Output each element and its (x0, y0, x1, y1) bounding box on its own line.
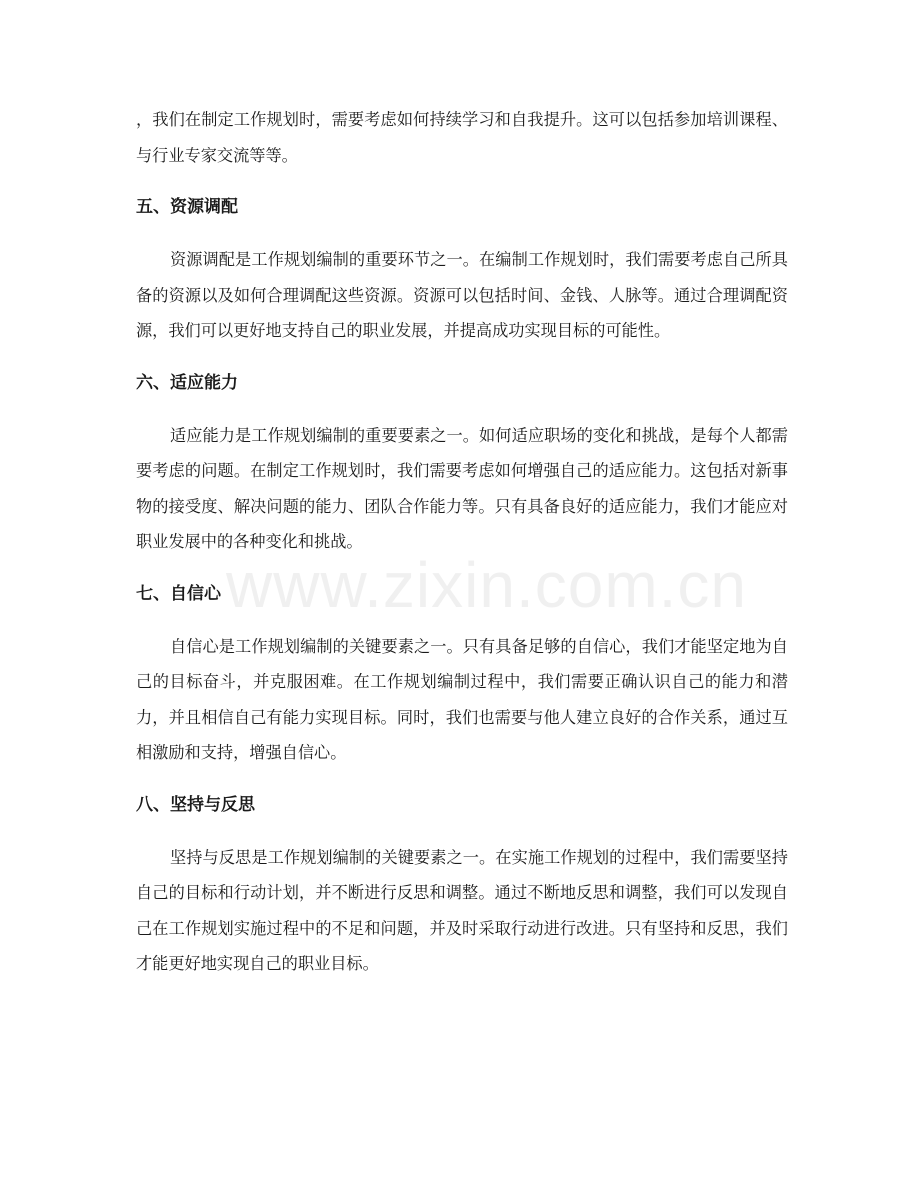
paragraph-continuation: ，我们在制定工作规划时，需要考虑如何持续学习和自我提升。这可以包括参加培训课程、与行业专家交流等等。 (136, 110, 788, 165)
paragraph-adaptability: 适应能力是工作规划编制的重要要素之一。如何适应职场的变化和挑战，是每个人都需要考虑的问题。在制定工作规划时，我们需要考虑如何增强自己的适应能力。这包括对新事物的接受度、解决问题的能力、团队合作能力等。只有具备良好的适应能力，我们才能应对职业发展中的各种变化和挑战。 (136, 425, 788, 551)
watermark: www.zixin.com.cn (226, 549, 747, 621)
section-heading-confidence: 七、自信心 (136, 583, 221, 604)
paragraph-confidence: 自信心是工作规划编制的关键要素之一。只有具备足够的自信心，我们才能坚定地为自己的目标奋斗，并克服困难。在工作规划编制过程中，我们需要正确认识自己的能力和潜力，并且相信自己有能力实现目标。同时，我们也需要与他人建立良好的合作关系，通过互相激励和支持，增强自信心。 (136, 636, 788, 762)
section-heading-resource-allocation: 五、资源调配 (136, 197, 238, 217)
section-heading-adaptability: 六、适应能力 (136, 372, 238, 393)
paragraph-persistence-reflection: 坚持与反思是工作规划编制的关键要素之一。在实施工作规划的过程中，我们需要坚持自己的目标和行动计划，并不断进行反思和调整。通过不断地反思和调整，我们可以发现自己在工作规划实施过程中的不足和问题，并及时采取行动进行改进。只有坚持和反思，我们才能更好地实现自己的职业目标。 (136, 847, 788, 973)
section-heading-persistence-reflection: 八、坚持与反思 (136, 794, 255, 815)
document-body (136, 102, 788, 999)
paragraph-resource-allocation: 资源调配是工作规划编制的重要环节之一。在编制工作规划时，我们需要考虑自己所具备的资源以及如何合理调配这些资源。资源可以包括时间、金钱、人脉等。通过合理调配资源，我们可以更好地支持自己的职业发展，并提高成功实现目标的可能性。 (136, 250, 788, 340)
